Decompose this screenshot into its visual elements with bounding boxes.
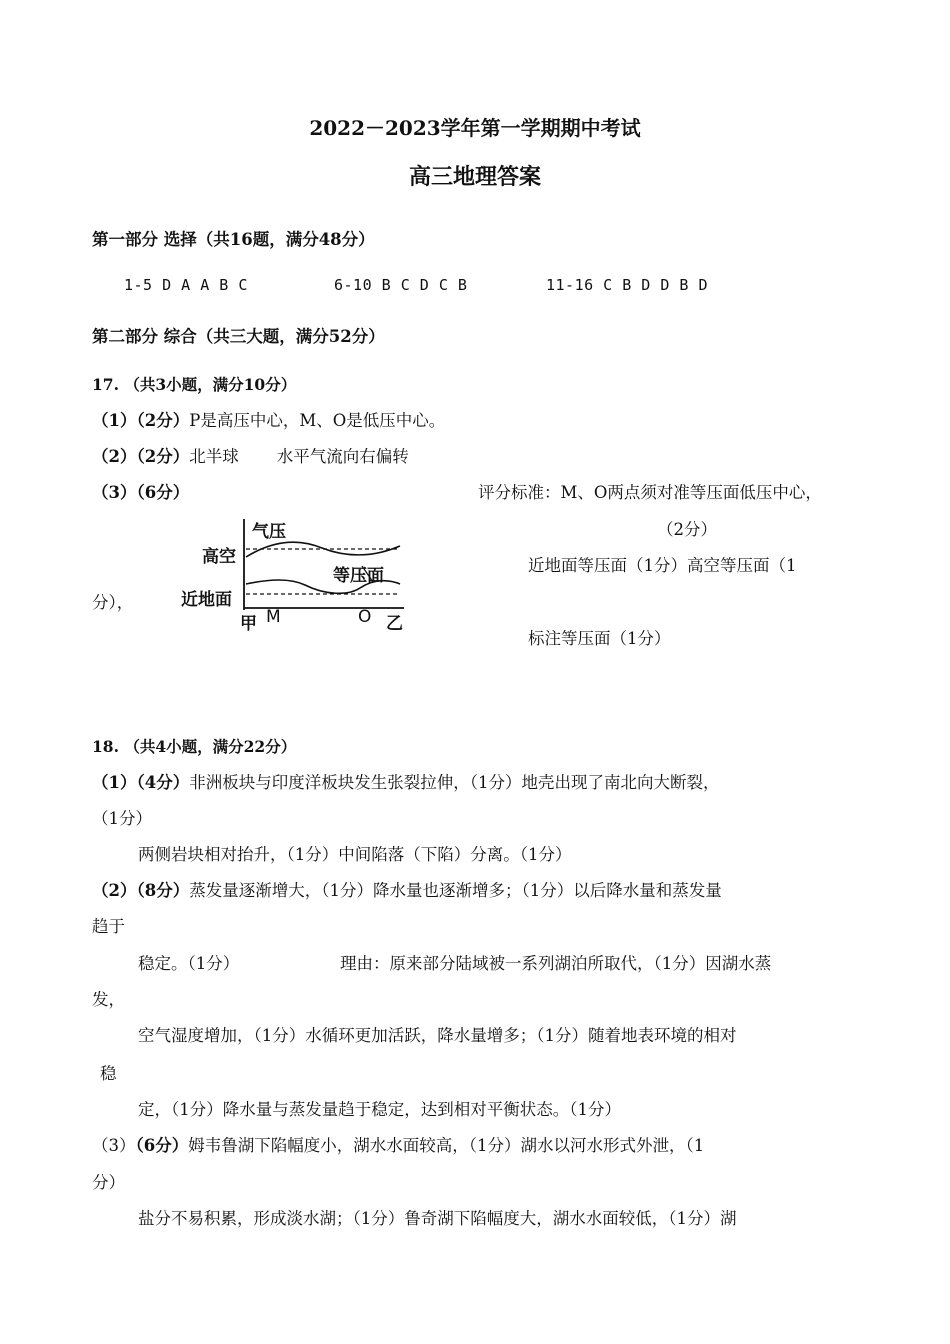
q18-a1-marker: （1）（4分） <box>92 773 190 792</box>
q17-criteria-line5: 标注等压面（1分） <box>528 629 671 648</box>
q17-a2-text2: 水平气流向右偏转 <box>276 447 409 466</box>
q17-criteria-line4: 分）， <box>92 593 134 612</box>
q18-a2-line2: 趋于 <box>92 917 125 936</box>
q18-a1-line3: 两侧岩块相对抬升，（1分）中间陷落（下陷）分离。（1分） <box>138 845 572 864</box>
q18-a2-line5: 空气湿度增加，（1分）水循环更加活跃，降水量增多；（1分）随着地表环境的相对 <box>138 1026 737 1045</box>
q18-a3-line3: 盐分不易积累，形成淡水湖；（1分）鲁奇湖下陷幅度大，湖水水面较低，（1分）湖 <box>138 1209 737 1228</box>
label-yi: 乙 <box>386 614 403 634</box>
exam-subtitle: 高三地理答案 <box>408 164 541 190</box>
label-o: O <box>358 607 372 627</box>
q17-criteria-line3: 近地面等压面（1分）高空等压面（1 <box>528 556 797 575</box>
q17-criteria-line1: 评分标准：M、O两点须对准等压面低压中心， <box>478 483 822 502</box>
q18-a2-line7: 定，（1分）降水量与蒸发量趋于稳定，达到相对平衡状态。（1分） <box>138 1100 621 1119</box>
part1-heading: 第一部分 选择（共16题，满分48分） <box>92 230 375 249</box>
q17-a3-marker: （3）（6分） <box>92 483 190 502</box>
q18-a1-text: 非洲板块与印度洋板块发生张裂拉伸，（1分）地壳出现了南北向大断裂， <box>189 773 720 792</box>
q17-a1-marker: （1）（2分） <box>92 411 190 430</box>
q18-a3-marker: （6分） <box>135 1136 189 1155</box>
label-m: M <box>266 607 281 627</box>
q18-a2-line3b: 理由：原来部分陆域被一系列湖泊所取代，（1分）因湖水蒸 <box>340 954 772 973</box>
q18-a2-line6: 稳 <box>100 1064 117 1083</box>
q18-a3-num: （3） <box>92 1136 136 1155</box>
exam-title: 2022－2023学年第一学期期中考试 <box>309 116 641 140</box>
q18-a2-text: 蒸发量逐渐增大，（1分）降水量也逐渐增多；（1分）以后降水量和蒸发量 <box>189 881 722 900</box>
q18-a3-line2: 分） <box>92 1173 125 1192</box>
label-pressure: 气压 <box>252 522 286 542</box>
label-isobar: 等压面 <box>333 566 384 586</box>
q17-criteria-line2: （2分） <box>657 520 717 539</box>
q17-a2-marker: （2）（2分） <box>92 447 190 466</box>
q18-a2-line3a: 稳定。（1分） <box>138 954 240 973</box>
q18-a2-line4: 发， <box>92 990 125 1009</box>
q17-a1-text: P是高压中心，M、O是低压中心。 <box>189 411 446 430</box>
q17-a2-text1: 北半球 <box>189 447 239 466</box>
q18-answer-3-line1 <box>92 1132 704 1156</box>
label-near-ground: 近地面 <box>181 590 232 610</box>
q18-answer-2-line1 <box>92 877 722 901</box>
answers-11-16: 11-16 C B D D B D <box>546 276 709 294</box>
q18-answer-1-line1 <box>92 769 719 793</box>
q18-a1-line2: （1分） <box>92 809 152 828</box>
label-high-altitude: 高空 <box>202 547 236 567</box>
q17-heading: 17. （共3小题，满分10分） <box>92 375 297 394</box>
q18-a2-marker: （2）（8分） <box>92 881 190 900</box>
answers-1-5: 1-5 D A A B C <box>124 276 248 294</box>
q18-a3-text: 姆韦鲁湖下陷幅度小，湖水水面较高，（1分）湖水以河水形式外泄，（1 <box>188 1136 705 1155</box>
q18-heading: 18. （共4小题，满分22分） <box>92 737 297 756</box>
part2-heading: 第二部分 综合（共三大题，满分52分） <box>92 327 385 346</box>
answers-6-10: 6-10 B C D C B <box>334 276 468 294</box>
label-jia: 甲 <box>240 614 257 634</box>
